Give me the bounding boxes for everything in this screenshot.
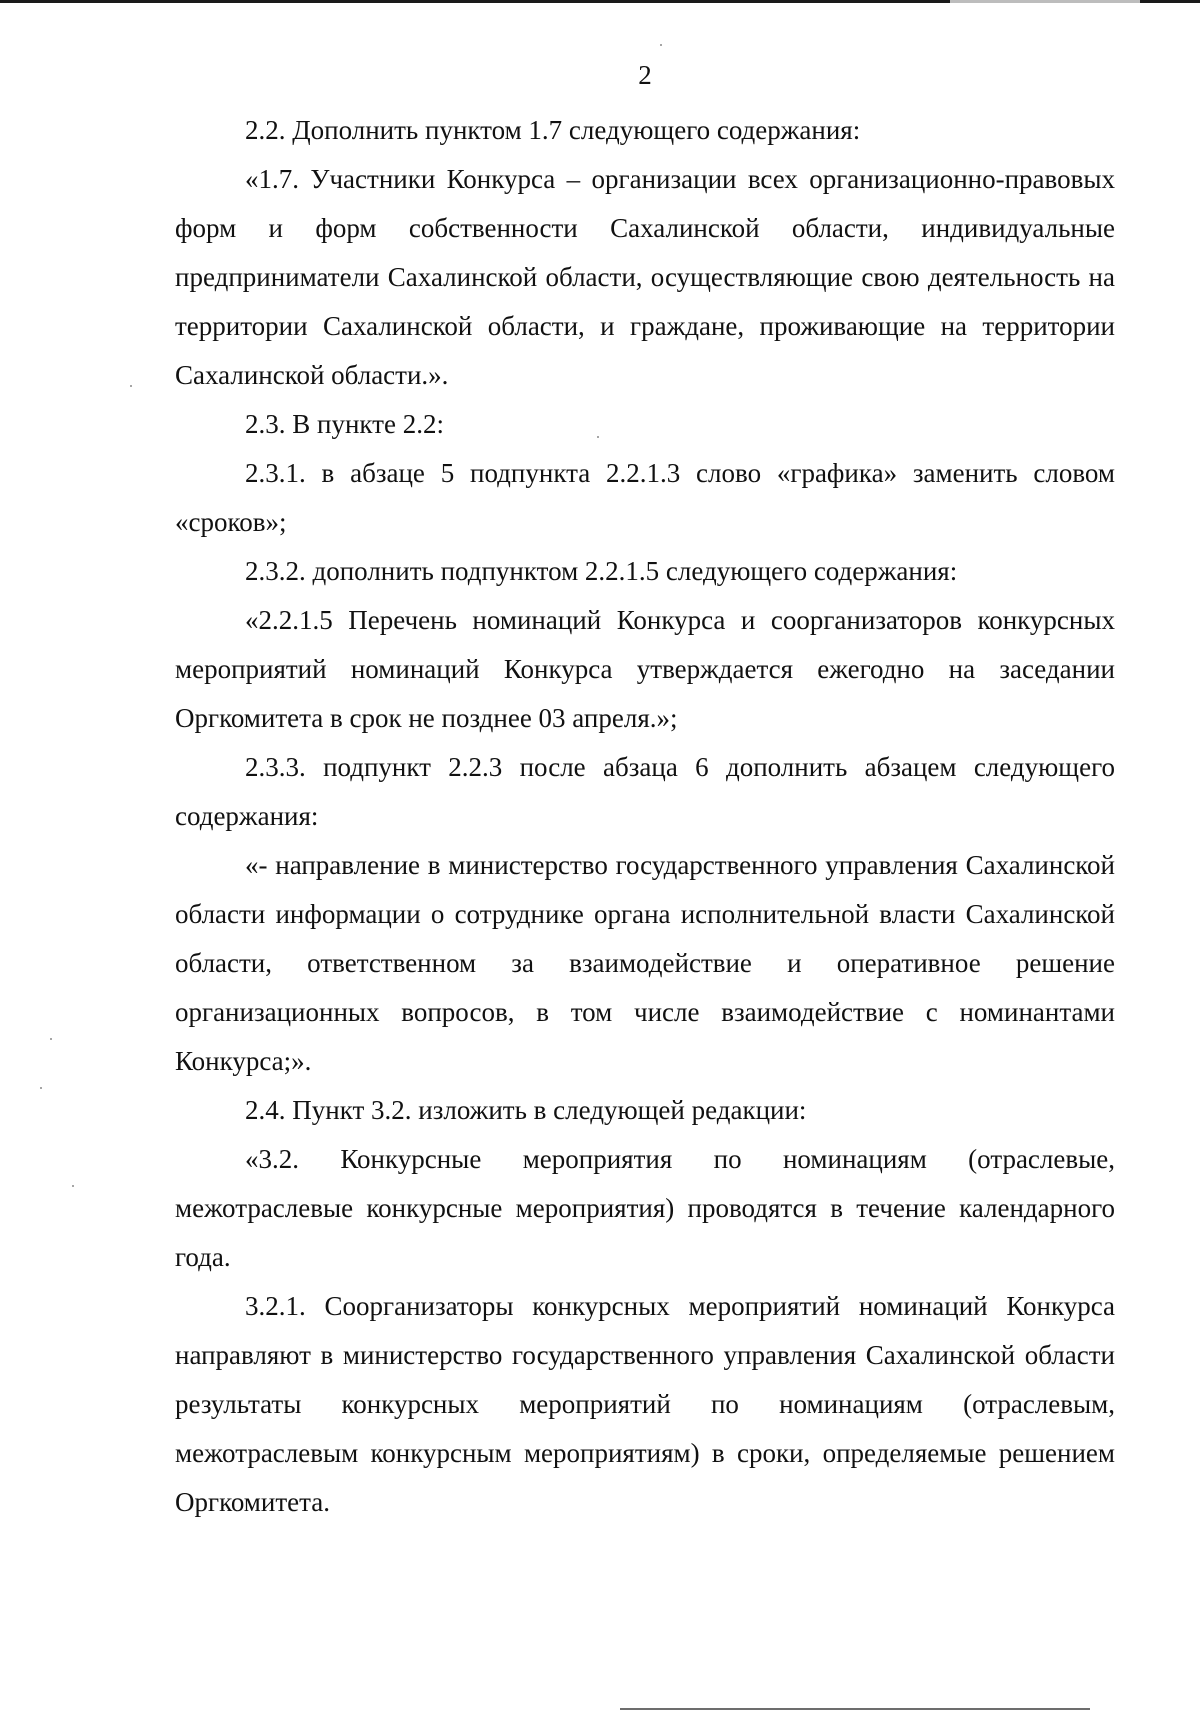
paragraph-2-2: 2.2. Дополнить пунктом 1.7 следующего содержания:	[245, 115, 861, 145]
quote-1-7: «1.7. Участники Конкурса – организации всех организационно-правовых форм и форм собственности Сахалинской области, индивидуальные предприниматели Сахалинской области, осуществляющие свою деятельность на территории Сахалинской области, и граждане, проживающие на территории Сахалинской области.».	[175, 164, 1115, 390]
scan-speck	[130, 385, 132, 387]
page-number: 2	[638, 60, 652, 90]
quote-2-2-1-5: «2.2.1.5 Перечень номинаций Конкурса и соорганизаторов конкурсных мероприятий номинаций Конкурса утверждается ежегодно на заседании Оргкомитета в срок не позднее 03 апреля.»;	[175, 605, 1115, 733]
paragraph-2-3-3: 2.3.3. подпункт 2.2.3 после абзаца 6 дополнить абзацем следующего содержания:	[175, 752, 1115, 831]
paragraph-2-4: 2.4. Пункт 3.2. изложить в следующей редакции:	[245, 1095, 807, 1125]
paragraph-2-3-1: 2.3.1. в абзаце 5 подпункта 2.2.1.3 слово «графика» заменить словом «сроков»;	[175, 458, 1115, 537]
document-body	[175, 106, 1115, 1527]
scan-speck	[72, 1185, 74, 1187]
paragraph-2-3: 2.3. В пункте 2.2:	[245, 409, 444, 439]
quote-dash-item: «- направление в министерство государственного управления Сахалинской области информации о сотруднике органа исполнительной власти Сахалинской области, ответственном за взаимодействие и оперативное решение организационных вопросов, в том числе взаимодействие с номинантами Конкурса;».	[175, 850, 1115, 1076]
scan-speck	[660, 44, 662, 46]
paragraph-2-3-2: 2.3.2. дополнить подпунктом 2.2.1.5 следующего содержания:	[245, 556, 958, 586]
scan-edge-top-fade	[950, 0, 1140, 3]
scan-speck	[40, 1087, 42, 1089]
paragraph-3-2-1: 3.2.1. Соорганизаторы конкурсных мероприятий номинаций Конкурса направляют в министерство государственного управления Сахалинской области результаты конкурсных мероприятий по номинациям (отраслевым, межотраслевым конкурсным мероприятиям) в сроки, определяемые решением Оргкомитета.	[175, 1291, 1115, 1517]
quote-3-2: «3.2. Конкурсные мероприятия по номинациям (отраслевые, межотраслевые конкурсные мероприятия) проводятся в течение календарного года.	[175, 1144, 1115, 1272]
scan-speck	[50, 1038, 52, 1040]
scan-edge-bottom	[620, 1708, 1090, 1710]
